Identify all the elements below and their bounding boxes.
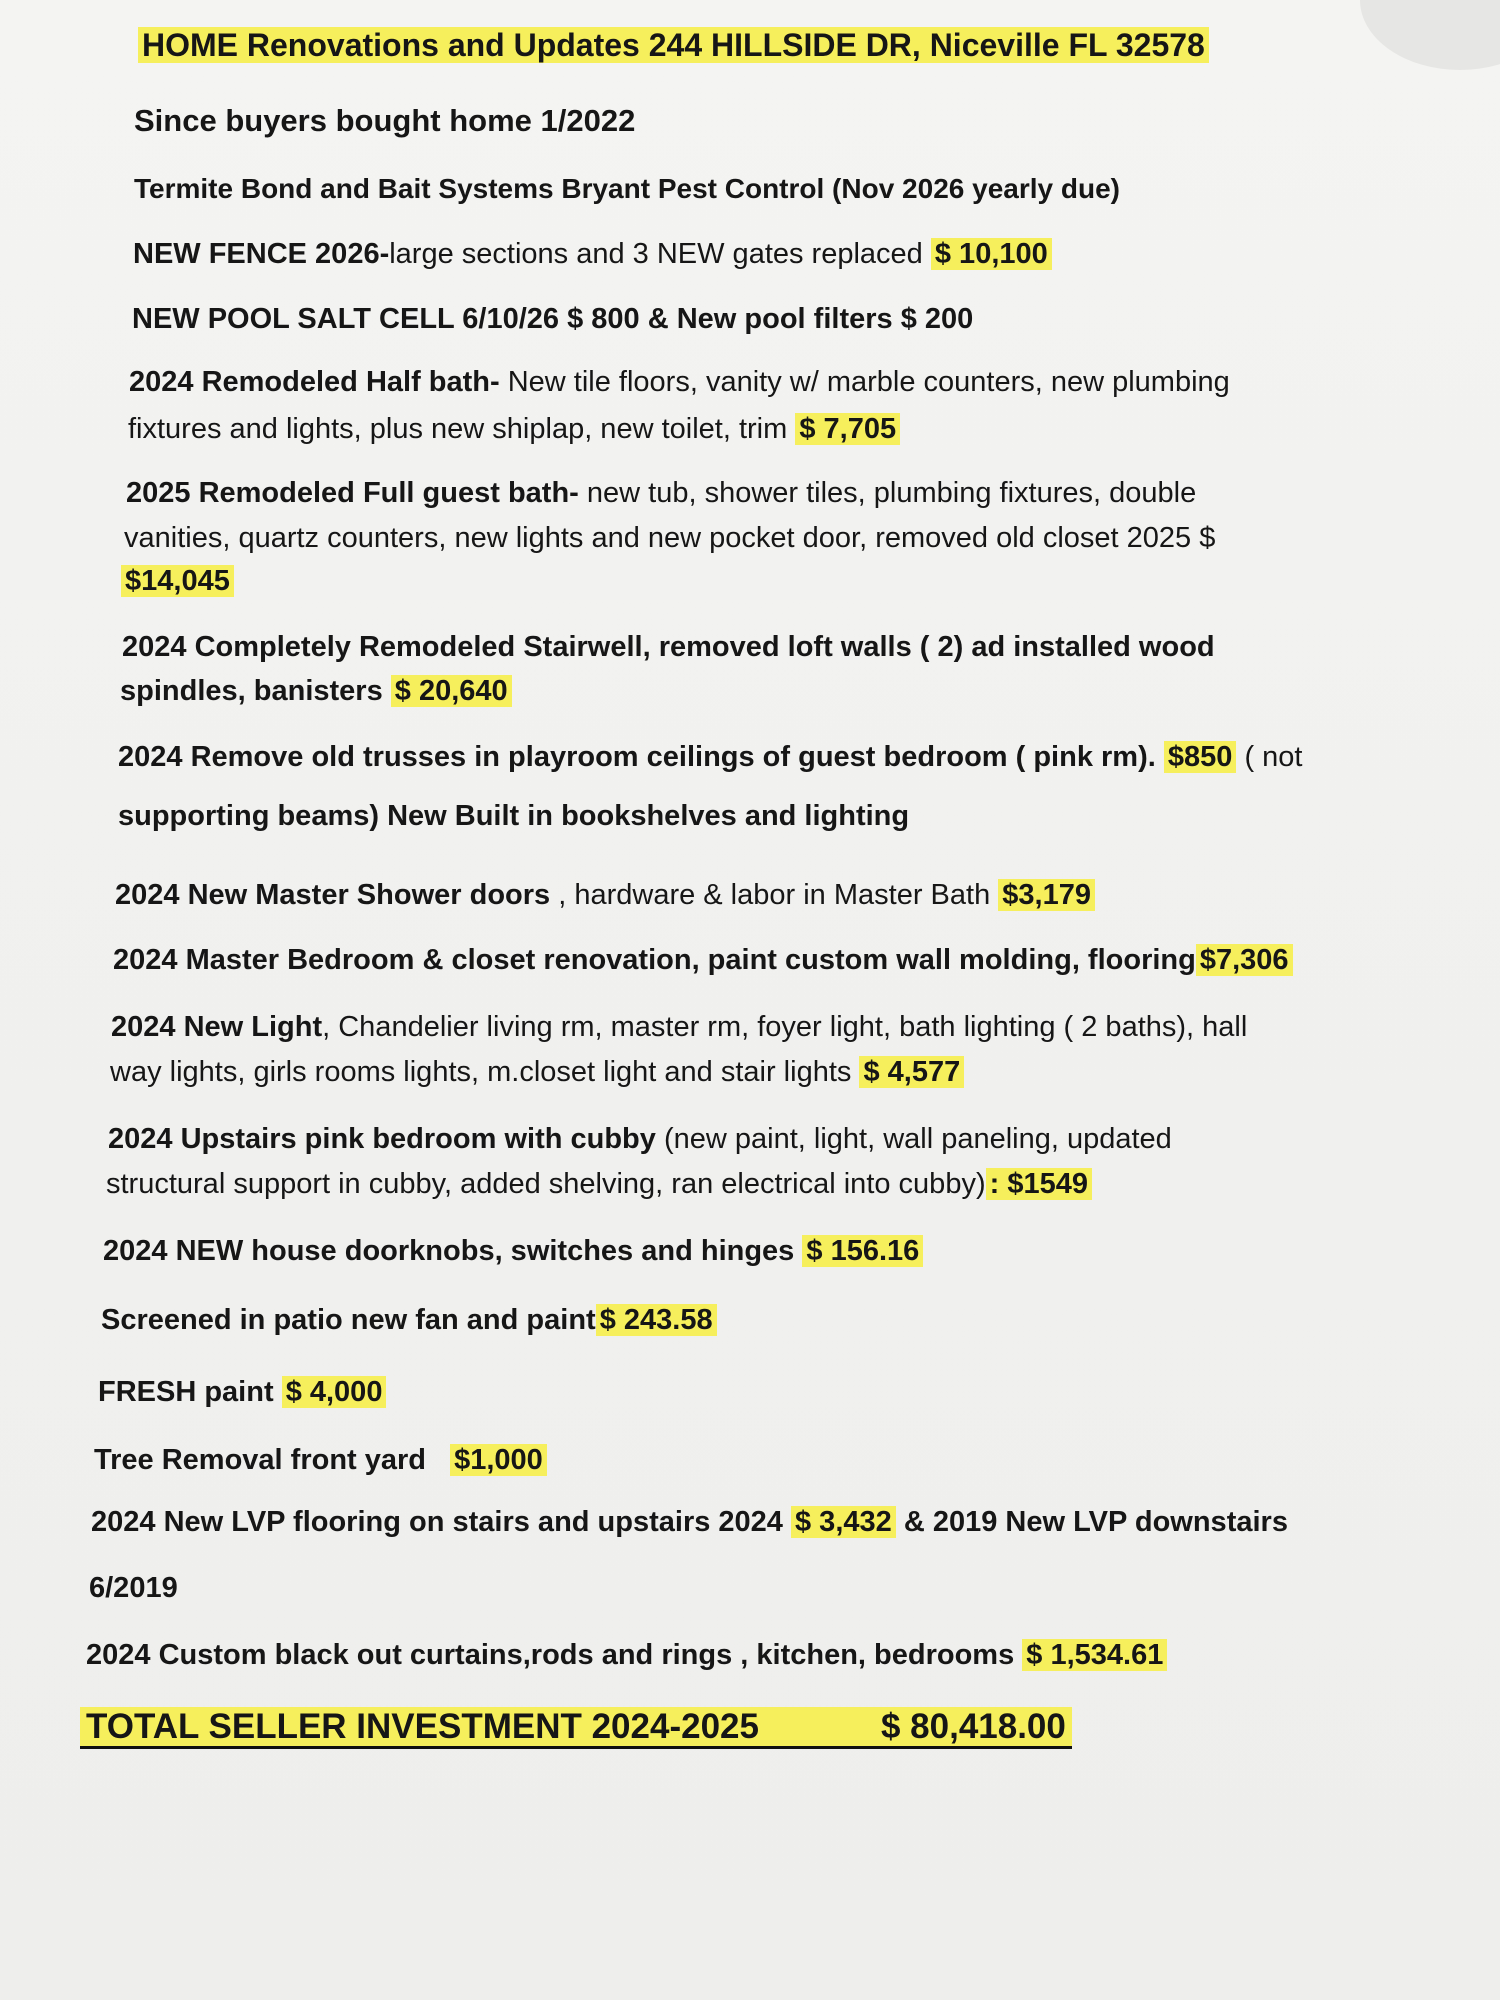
- cost-lighting: $ 4,577: [859, 1056, 964, 1088]
- item-stairwell-line1: 2024 Completely Remodeled Stairwell, removed loft walls ( 2) ad installed wood: [122, 631, 1215, 663]
- item-pool: NEW POOL SALT CELL 6/10/26 $ 800 & New pool filters $ 200: [132, 303, 974, 335]
- cost-fence: $ 10,100: [931, 238, 1052, 270]
- item-guest-bath-line3: [121, 562, 234, 600]
- item-doorknobs: 2024 NEW house doorknobs, switches and hinges $ 156.16: [103, 1232, 923, 1270]
- item-lighting-line2: way lights, girls rooms lights, m.closet light and stair lights $ 4,577: [110, 1053, 964, 1091]
- item-lvp-line1: 2024 New LVP flooring on stairs and upstairs 2024 $ 3,432 & 2019 New LVP downstairs: [91, 1506, 1288, 1538]
- cost-lvp: $ 3,432: [791, 1506, 896, 1538]
- cost-half-bath: $ 7,705: [795, 413, 900, 445]
- cost-curtains: $ 1,534.61: [1022, 1639, 1167, 1671]
- item-half-bath-line1: 2024 Remodeled Half bath- New tile floors, vanity w/ marble counters, new plumbing: [129, 366, 1230, 398]
- subtitle: Since buyers bought home 1/2022: [134, 103, 636, 138]
- total-row: [80, 1708, 1072, 1748]
- total-label: TOTAL SELLER INVESTMENT 2024-2025: [86, 1707, 759, 1746]
- item-lighting-line1: 2024 New Light, Chandelier living rm, master rm, foyer light, bath lighting ( 2 baths), hall: [111, 1011, 1248, 1043]
- item-tree: Tree Removal front yard $1,000: [94, 1441, 547, 1479]
- cost-pink-bedroom: : $1549: [986, 1168, 1092, 1200]
- cost-shower-doors: $3,179: [998, 879, 1095, 911]
- document-title: HOME Renovations and Updates 244 HILLSIDE DR, Niceville FL 32578: [138, 26, 1209, 66]
- cost-guest-bath: $14,045: [121, 565, 234, 597]
- cost-master-bedroom: $7,306: [1196, 944, 1293, 976]
- cost-paint: $ 4,000: [282, 1376, 387, 1408]
- cost-patio: $ 243.58: [596, 1304, 717, 1336]
- item-patio: Screened in patio new fan and paint $ 243.58: [101, 1301, 717, 1339]
- item-guest-bath-line2: vanities, quartz counters, new lights and new pocket door, removed old closet 2025 $: [124, 522, 1216, 554]
- item-pink-bedroom-line2: structural support in cubby, added shelving, ran electrical into cubby) : $1549: [106, 1165, 1092, 1203]
- item-termite: Termite Bond and Bait Systems Bryant Pest Control (Nov 2026 yearly due): [134, 173, 1120, 204]
- item-trusses-line1: 2024 Remove old trusses in playroom ceilings of guest bedroom ( pink rm). $850 ( not: [118, 741, 1303, 773]
- item-half-bath-line2: fixtures and lights, plus new shiplap, new toilet, trim $ 7,705: [128, 410, 900, 448]
- item-trusses-line2: supporting beams) New Built in bookshelves and lighting: [118, 800, 910, 832]
- item-curtains: 2024 Custom black out curtains,rods and rings , kitchen, bedrooms $ 1,534.61: [86, 1636, 1167, 1674]
- page-corner-shadow: [1360, 0, 1500, 70]
- item-master-bedroom: 2024 Master Bedroom & closet renovation, paint custom wall molding, flooring $7,306: [113, 941, 1293, 979]
- total-amount: $ 80,418.00: [880, 1707, 1066, 1746]
- cost-stairwell: $ 20,640: [391, 675, 512, 707]
- item-fence: NEW FENCE 2026-large sections and 3 NEW gates replaced $ 10,100: [133, 235, 1052, 273]
- cost-tree: $1,000: [450, 1444, 547, 1476]
- item-lvp-line2: 6/2019: [89, 1572, 178, 1604]
- item-guest-bath-line1: 2025 Remodeled Full guest bath- new tub, shower tiles, plumbing fixtures, double: [126, 477, 1197, 509]
- item-shower-doors: 2024 New Master Shower doors , hardware & labor in Master Bath $3,179: [115, 876, 1095, 914]
- item-paint: FRESH paint $ 4,000: [98, 1373, 386, 1411]
- item-stairwell-line2: spindles, banisters $ 20,640: [120, 672, 512, 710]
- cost-doorknobs: $ 156.16: [802, 1235, 923, 1267]
- cost-trusses: $850: [1164, 741, 1237, 773]
- item-pink-bedroom-line1: 2024 Upstairs pink bedroom with cubby (new paint, light, wall paneling, updated: [108, 1123, 1172, 1155]
